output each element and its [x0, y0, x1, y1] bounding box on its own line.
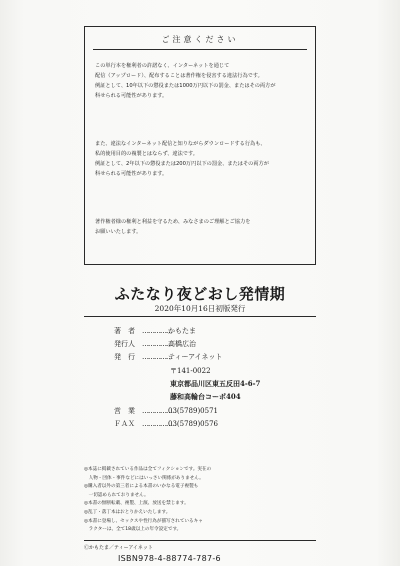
sales-label: 営 業: [114, 407, 135, 415]
note-line: ◎購入者以外の第三者による本書のいかなる電子複製も: [84, 484, 199, 490]
notice-paragraph-upload: この単行本を権利者の許諾なく、インターネットを通じて 配信（アップロード）、配布することは著作権を侵害する違法行為です。 例証として、10年以下の懲役または1000万円以下の罰金、またはその両方が 科せられる可能性があります。: [95, 63, 276, 99]
notice-paragraph-download: また、違法なインターネット配信と知りながらダウンロードする行為も、 私的使用目的の複製とはならず、違法です。 例証として、2年以下の懲役または200万円以下の罰金、またはその両方が 科せられる可能性があります。: [95, 141, 269, 177]
notice-title: ご注意ください: [161, 35, 239, 44]
leader-dots: ……………: [142, 420, 172, 428]
note-line: ラクターは、全て18歳以上の年令設定です。: [84, 527, 182, 533]
copyright-notice-box: [84, 26, 316, 265]
fax-label: ＦＡＸ: [114, 420, 135, 428]
note-line: ◎本誌に掲載されている作品は全てフィクションです。実在の: [84, 467, 212, 472]
author-row: [114, 326, 196, 336]
fax-number: 03(5789)0576: [168, 420, 218, 428]
note-line: ◎乱丁・落丁本はおとりかえいたします。: [84, 509, 171, 515]
notice-paragraph-request: 著作権者様の権利と利益を守るため、みなさまのご理解とご協力を お願いいたします。: [95, 219, 251, 235]
leader-dots: ……………: [142, 340, 172, 348]
isbn-number: ISBN978-4-88774-787-6: [118, 554, 221, 563]
publisher-person-name: 高橋広治: [168, 340, 196, 348]
note-line: 人物・団体・事件などにはいっさい関係がありません。: [84, 475, 204, 481]
sales-row: [114, 406, 218, 416]
sales-phone: 03(5789)0571: [168, 407, 218, 415]
note-line: ◎本書の無断転載、複製、上演、放送を禁じます。: [84, 501, 189, 507]
leader-dots: ……………: [142, 327, 172, 335]
book-title: ふたなり夜どおし発情期: [114, 285, 286, 303]
publisher-person-row: [114, 339, 196, 349]
address-line-2: 藤和高輪台コーポ404: [170, 392, 241, 401]
publication-date: 2020年10月16日初版発行: [154, 304, 246, 313]
note-line: 一切認められておりません。: [84, 492, 149, 498]
leader-dots: ……………: [142, 353, 172, 361]
postal-code: 〒141-0022: [170, 367, 211, 375]
divider: [84, 316, 316, 317]
address-line-1: 東京都品川区東五反田4-6-7: [170, 379, 261, 388]
author-name: かもたま: [168, 327, 196, 335]
divider: [84, 540, 316, 541]
legal-notes: [84, 466, 316, 535]
notice-title-divider: [93, 49, 307, 50]
note-line: ◎本書に登場し、セックスや性行為が描写されているキャ: [84, 518, 203, 524]
publisher-label: 発 行: [114, 353, 135, 361]
fax-row: [114, 419, 218, 429]
publisher-person-label: 発行人: [114, 340, 135, 348]
publisher-name: ティーアイネット: [168, 353, 223, 361]
leader-dots: ……………: [142, 407, 172, 415]
copyright-line: Ⓒかもたま／ティーアイネット: [84, 545, 153, 551]
publisher-row: [114, 352, 222, 362]
author-label: 著 者: [114, 327, 135, 335]
